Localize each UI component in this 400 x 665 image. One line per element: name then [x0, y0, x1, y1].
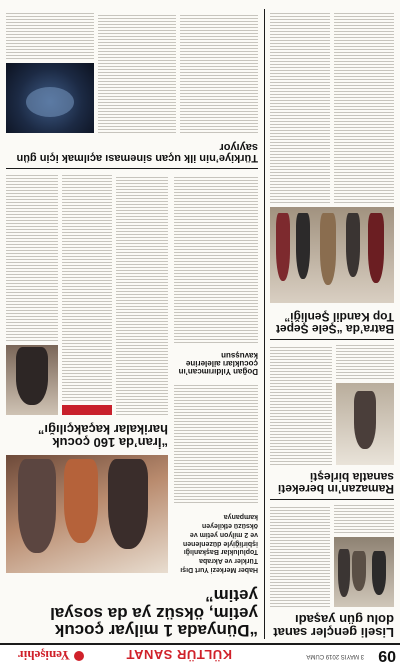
page-number: 09	[378, 647, 396, 664]
headline-sidebar: Doğan Yıldırımcan’ın çocukları ailelerine kavuşsun	[178, 350, 258, 376]
divider	[270, 339, 394, 340]
headline-ramazan: Ramazan’ın bereketi sanatla birleşti	[277, 469, 394, 496]
lise-body-2	[334, 505, 394, 533]
interview-portrait	[6, 345, 58, 415]
main-photo	[6, 455, 168, 573]
batra-body-2	[270, 13, 330, 203]
ramazan-body-2	[336, 345, 394, 379]
ramazan-photo	[336, 383, 394, 465]
headline-interview: “İran’da 160 çocuk harikalar kaçakçılığı”	[37, 421, 168, 450]
headline-lise: Liseli gençler sanat dolu gün yaşadı	[273, 611, 394, 640]
sidebar-body	[174, 175, 258, 343]
lise-photo	[334, 537, 394, 607]
cinema-body-1	[180, 13, 258, 133]
ramazan-body	[270, 345, 332, 465]
headline-main: “Dünyada 1 milyar çocuk yetim, öksüz ya da sosyal yetim”	[50, 586, 258, 640]
divider	[270, 499, 394, 500]
lise-body	[270, 505, 330, 607]
interview-body-3	[6, 175, 58, 341]
paper-name: Yenişehir	[18, 648, 70, 663]
divider	[6, 168, 258, 169]
batra-photo	[270, 207, 394, 303]
cinema-body-2	[98, 13, 176, 133]
main-deck: Haber Merkezi Yurt Dışı Türkler ve Akraba Topluluklar Başkanlığı işbirliğiyle düzenlenen ve 2 milyon yetim ve öksüzü etkileyen kampanya	[180, 513, 258, 573]
cinema-photo	[6, 63, 94, 133]
headline-batra: Batra’da “Şele Şepet Top Kandil Şenliği”	[275, 309, 394, 336]
issue-date: 3 MAYIS 2019 CUMA	[306, 653, 364, 659]
cinema-body-3	[6, 13, 94, 59]
interview-body-1	[116, 175, 168, 415]
interview-quote-bar	[62, 405, 112, 415]
headline-cinema: Türkiye’nin ilk uçan sineması açılmak için gün sayıyor	[16, 140, 258, 164]
paper-logo-icon	[74, 651, 84, 661]
masthead	[0, 643, 400, 665]
interview-body-2	[62, 175, 112, 401]
section-title: KÜLTÜR SANAT	[126, 647, 232, 662]
batra-body	[334, 13, 394, 203]
column-divider	[264, 9, 265, 639]
main-body-col1	[174, 383, 258, 503]
